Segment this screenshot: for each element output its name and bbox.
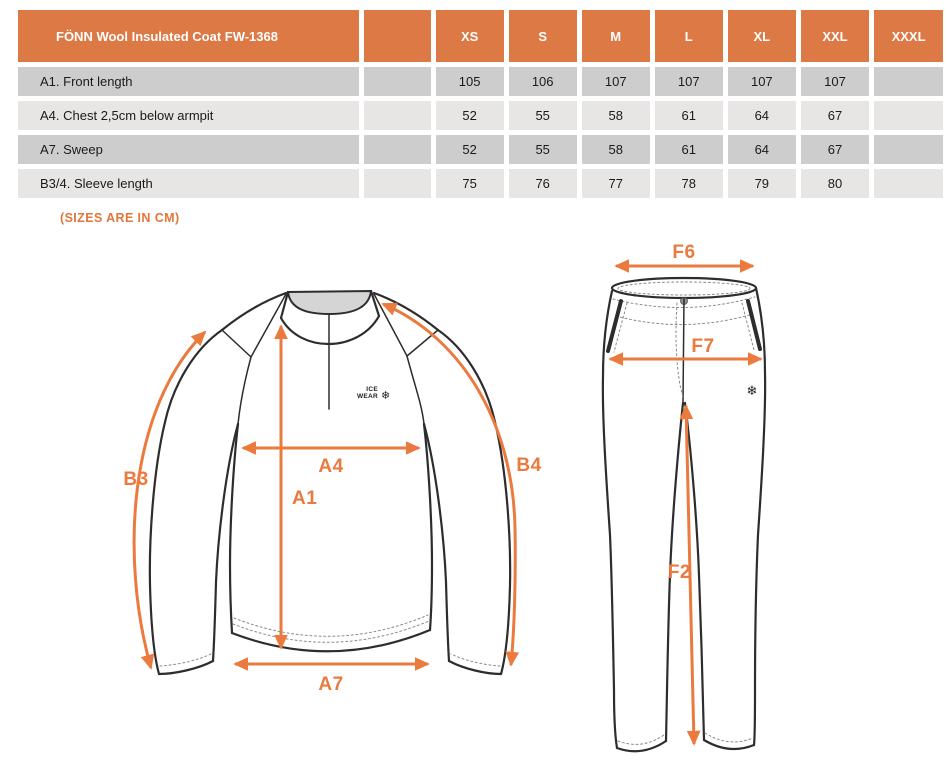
row-spacer-cell	[364, 169, 431, 198]
size-value-cell: 107	[655, 67, 723, 96]
table-row	[18, 101, 943, 130]
size-header-xxxl: XXXL	[874, 10, 943, 62]
size-value-cell	[874, 67, 943, 96]
jacket-label-a7: A7	[318, 674, 344, 695]
icewear-logo	[357, 386, 390, 402]
size-value-cell: 61	[655, 101, 723, 130]
table-row	[18, 169, 943, 198]
size-chart-header-row	[18, 10, 943, 62]
table-row	[18, 135, 943, 164]
size-value-cell: 52	[436, 135, 504, 164]
snowflake-icon: ❄	[746, 383, 758, 398]
size-value-cell: 58	[582, 135, 650, 164]
size-header-m: M	[582, 10, 650, 62]
svg-text:WEAR: WEAR	[356, 393, 378, 400]
size-header-xs: XS	[436, 10, 504, 62]
size-header-l: L	[655, 10, 723, 62]
header-spacer-cell	[364, 10, 431, 62]
size-value-cell	[874, 101, 943, 130]
row-label: A1. Front length	[18, 67, 359, 96]
size-value-cell: 61	[655, 135, 723, 164]
snowflake-icon: ❄	[381, 390, 391, 402]
pants-diagram	[585, 238, 785, 765]
pants-fly-stitch	[676, 303, 683, 398]
size-value-cell: 64	[728, 135, 796, 164]
product-title: FÖNN Wool Insulated Coat FW-1368	[18, 10, 359, 62]
size-chart-table	[13, 5, 948, 203]
size-header-xxl: XXL	[801, 10, 869, 62]
size-value-cell: 52	[436, 101, 504, 130]
jacket-label-b4: B4	[516, 455, 542, 476]
pants-label-f7: F7	[691, 336, 715, 357]
row-spacer-cell	[364, 67, 431, 96]
size-value-cell: 58	[582, 101, 650, 130]
size-value-cell: 67	[801, 101, 869, 130]
pants-legs	[603, 288, 765, 751]
size-value-cell: 67	[801, 135, 869, 164]
size-value-cell: 107	[582, 67, 650, 96]
size-value-cell: 55	[509, 101, 577, 130]
svg-text:ICE: ICE	[366, 386, 378, 393]
jacket-label-a1: A1	[292, 488, 318, 509]
size-value-cell: 106	[509, 67, 577, 96]
size-value-cell: 79	[728, 169, 796, 198]
size-header-xl: XL	[728, 10, 796, 62]
size-value-cell: 105	[436, 67, 504, 96]
table-row	[18, 67, 943, 96]
pants-measurements	[610, 242, 761, 744]
size-value-cell: 107	[801, 67, 869, 96]
row-spacer-cell	[364, 101, 431, 130]
pants-label-f2: F2	[667, 562, 691, 583]
size-value-cell: 80	[801, 169, 869, 198]
size-value-cell	[874, 169, 943, 198]
size-value-cell: 107	[728, 67, 796, 96]
size-value-cell: 78	[655, 169, 723, 198]
pants-label-f6: F6	[672, 242, 696, 263]
size-value-cell: 76	[509, 169, 577, 198]
jacket-sleeves	[150, 330, 510, 674]
size-header-s: S	[509, 10, 577, 62]
jacket-label-a4: A4	[318, 456, 344, 477]
units-note: (SIZES ARE IN CM)	[60, 211, 180, 225]
size-value-cell: 55	[509, 135, 577, 164]
pants-fly-seam	[683, 298, 684, 402]
size-value-cell	[874, 135, 943, 164]
row-label: A7. Sweep	[18, 135, 359, 164]
jacket-collar	[281, 291, 379, 344]
jacket-arrow-b3	[134, 332, 205, 668]
row-label: A4. Chest 2,5cm below armpit	[18, 101, 359, 130]
size-value-cell: 64	[728, 101, 796, 130]
jacket-label-b3: B3	[123, 469, 149, 490]
row-spacer-cell	[364, 135, 431, 164]
jacket-diagram	[90, 250, 555, 710]
row-label: B3/4. Sleeve length	[18, 169, 359, 198]
size-value-cell: 75	[436, 169, 504, 198]
jacket-arrow-b4	[383, 304, 515, 665]
size-value-cell: 77	[582, 169, 650, 198]
